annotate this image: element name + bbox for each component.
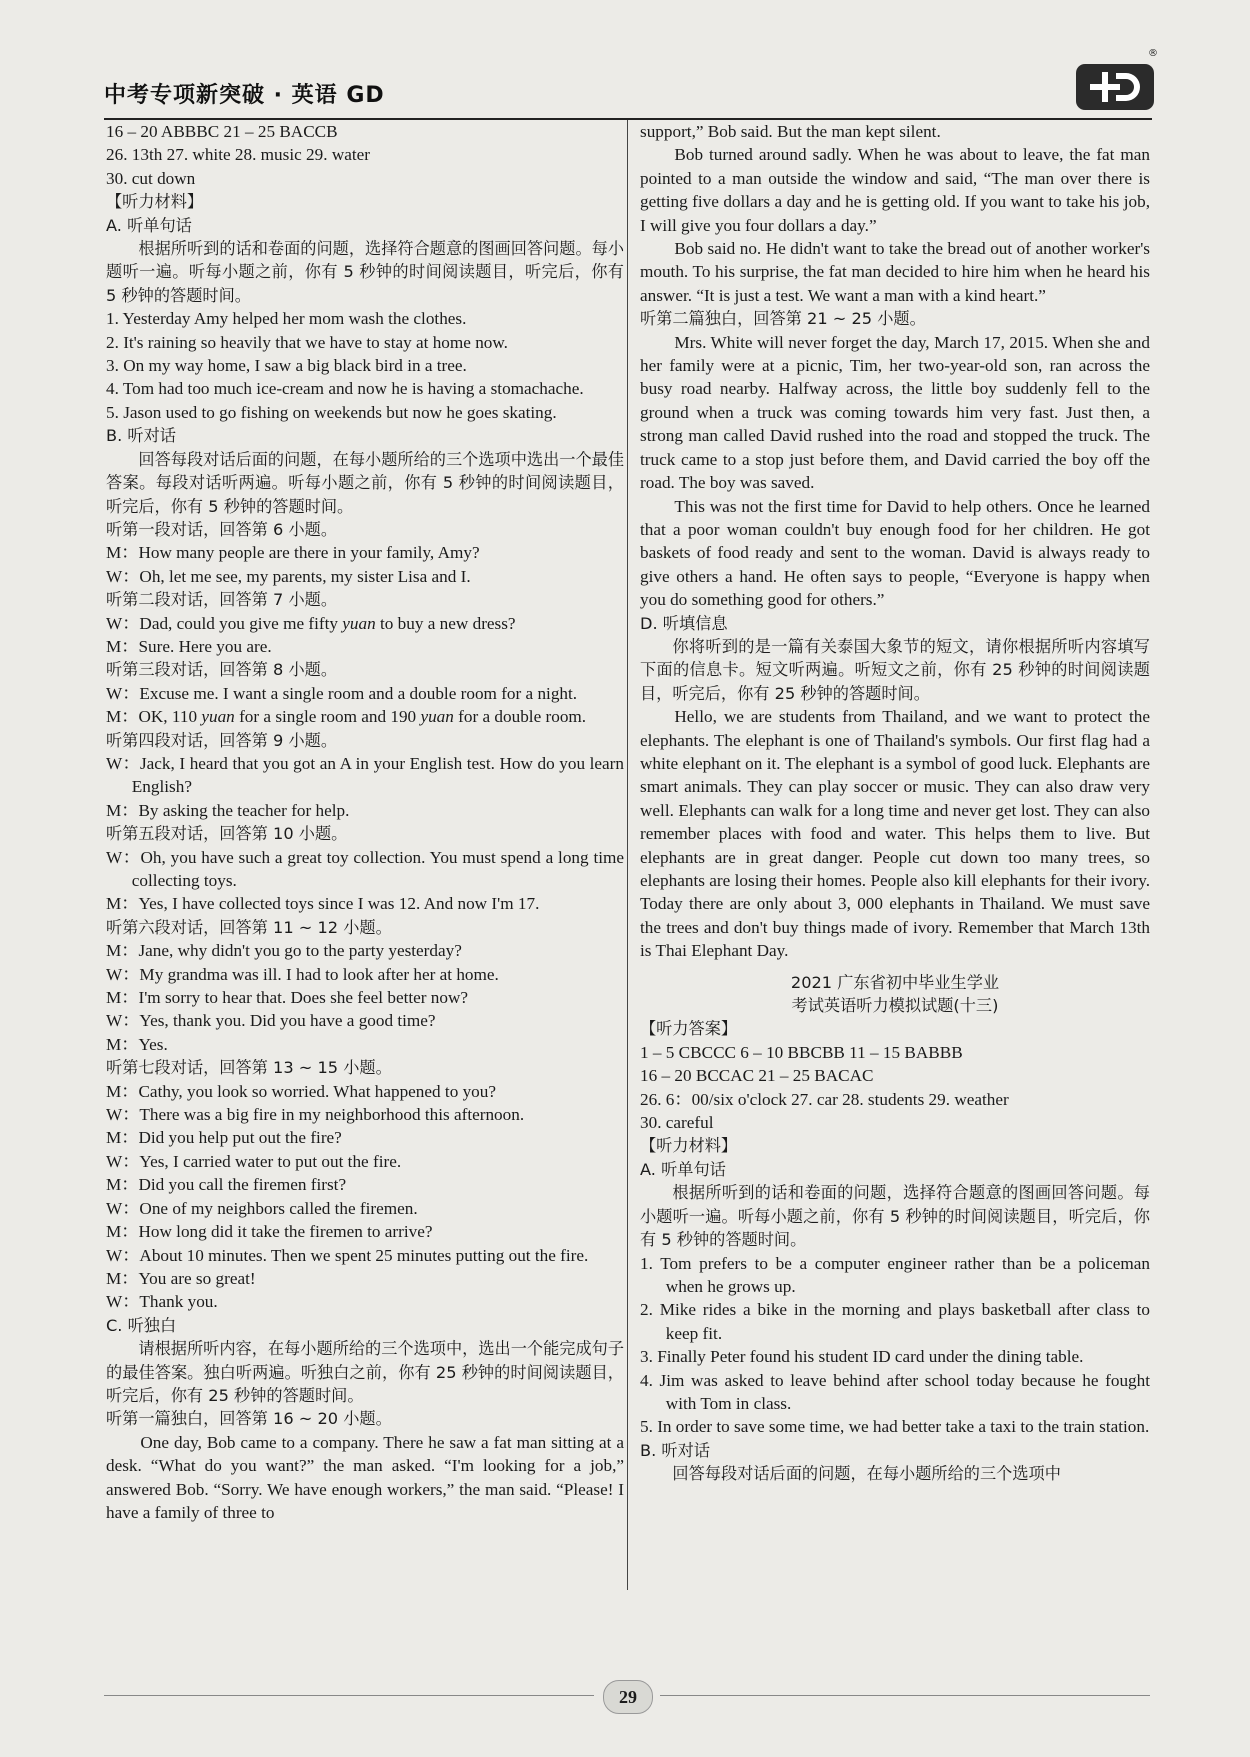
dialogue-line: W：Yes, I carried water to put out the fire. [106, 1151, 402, 1171]
section-heading: B. 听对话 [640, 1440, 710, 1460]
dialogue-line [106, 612, 624, 635]
dialogue-line: W：About 10 minutes. Then we spent 25 minutes putting out the fire. [106, 1245, 589, 1265]
dialogue-text: M：OK, 110 [106, 707, 202, 727]
instruction-text: 请根据所听内容，在每小题所给的三个选项中，选出一个能完成句子的最佳答案。独白听两遍。听独白之前，你有 25 秒钟的时间阅读题目，听完后，你有 25 秒钟的答题时间。 [106, 1339, 625, 1405]
section-heading: 【听力材料】 [640, 1136, 738, 1156]
sentence-item: 3. Finally Peter found his student ID card under the dining table. [640, 1347, 1084, 1367]
dialogue-line: M：You are so great! [106, 1268, 256, 1288]
dialogue-text-italic: yuan [342, 613, 376, 633]
monologue-paragraph: Bob said no. He didn't want to take the bread out of another worker's mouth. To his surprise, the fat man decided to hire him when he heard his answer. “It is just a test. We want a man with a kind heart.” [640, 239, 1150, 305]
dialogue-line: M：Yes. [106, 1034, 168, 1054]
dialogue-line: W：Oh, you have such a great toy collection. You must spend a long time collecting toys. [106, 847, 624, 890]
dialogue-text: for a double room. [453, 707, 587, 727]
sentence-item: 4. Tom had too much ice-cream and now he is having a stomachache. [106, 379, 584, 399]
instruction-text: 根据所听到的话和卷面的问题，选择符合题意的图画回答问题。每小题听一遍。听每小题之前，你有 5 秒钟的时间阅读题目，听完后，你有 5 秒钟的答题时间。 [106, 239, 625, 305]
answer-line: 16 – 20 BCCAC 21 – 25 BACAC [640, 1066, 874, 1086]
dialogue-heading: 听第二段对话，回答第 7 小题。 [106, 590, 338, 610]
sentence-item: 5. In order to save some time, we had better take a taxi to the train station. [640, 1417, 1150, 1437]
sentence-item: 2. Mike rides a bike in the morning and plays basketball after class to keep fit. [640, 1300, 1150, 1343]
dialogue-line: W：Thank you. [106, 1292, 218, 1312]
dialogue-line: M：Did you call the firemen first? [106, 1175, 347, 1195]
instruction-text: 根据所听到的话和卷面的问题，选择符合题意的图画回答问题。每小题听一遍。听每小题之前，你有 5 秒钟的时间阅读题目，听完后，你有 5 秒钟的答题时间。 [640, 1183, 1150, 1250]
answer-line: 30. cut down [106, 168, 196, 188]
dialogue-line: M：Yes, I have collected toys since I was 12. And now I'm 17. [106, 894, 540, 914]
dialogue-line: W：My grandma was ill. I had to look after her at home. [106, 964, 499, 984]
instruction-text: 回答每段对话后面的问题，在每小题所给的三个选项中选出一个最佳答案。每段对话听两遍。听每小题之前，你有 5 秒钟的时间阅读题目，听完后，你有 5 秒钟的答题时间。 [106, 449, 625, 516]
section-heading: 【听力答案】 [640, 1019, 738, 1039]
publisher-logo [1076, 48, 1158, 110]
dialogue-line: M：How long did it take the firemen to arrive? [106, 1222, 433, 1242]
dialogue-heading: 听第六段对话，回答第 11 ~ 12 小题。 [106, 917, 392, 937]
book-title: 中考专项新突破 · 英语 GD [104, 83, 385, 108]
answer-line: 1 – 5 CBCCC 6 – 10 BBCBB 11 – 15 BABBB [640, 1042, 963, 1062]
monologue-paragraph: support,” Bob said. But the man kept silent. [640, 122, 941, 141]
passage-paragraph: Hello, we are students from Thailand, and we want to protect the elephants. The elephant is one of Thailand's symbols. Our first flag had a white elephant on it. The elephant is a symbol of good luck. Elephants are smart animals. They can play soccer or music. They can also draw very well. Elephants can walk for a long time and never get lost. They can also remember places with food and water. This helps them to live. But elephants are in great danger. People cut down too many trees, so elephants are losing their homes. People also kill elephants for their ivory. Today there are only about 3, 000 elephants in Thailand. We must save the trees and don't buy things made of ivory. Remember that March 13th is Thai Elephant Day. [640, 707, 1150, 961]
answer-line: 26. 6：00/six o'clock 27. car 28. students 29. weather [640, 1089, 1009, 1109]
page-header [104, 48, 1164, 122]
answer-line: 26. 13th 27. white 28. music 29. water [106, 145, 370, 165]
instruction-text: 你将听到的是一篇有关泰国大象节的短文，请你根据所听内容填写下面的信息卡。短文听两遍。听短文之前，你有 25 秒钟的时间阅读题目，听完后，你有 25 秒钟的答题时间。 [640, 636, 1150, 703]
section-heading: A. 听单句话 [640, 1159, 726, 1179]
dialogue-line: W：Oh, let me see, my parents, my sister Lisa and I. [106, 566, 471, 586]
instruction-text: 回答每段对话后面的问题，在每小题所给的三个选项中 [672, 1464, 1061, 1484]
footer-rule-right [660, 1695, 1150, 1696]
monologue-paragraph: Bob turned around sadly. When he was about to leave, the fat man pointed to a man outside the window and said, “The man over there is getting five dollars a day and he is getting old. If you want to take his job, I will give you four dollars a day.” [640, 145, 1150, 235]
answer-line: 16 – 20 ABBBC 21 – 25 BACCB [106, 122, 338, 141]
monologue-heading: 听第二篇独白，回答第 21 ~ 25 小题。 [640, 309, 926, 329]
dialogue-line: M：Did you help put out the fire? [106, 1128, 342, 1148]
monologue-paragraph: One day, Bob came to a company. There he saw a fat man sitting at a desk. “What do you want?” the man asked. “I'm looking for a job,” answered Bob. “Sorry. We have enough workers,” the man said. “Please! I have a family of three to [106, 1432, 624, 1522]
dialogue-line: M：Sure. Here you are. [106, 636, 272, 656]
dialogue-text: to buy a new dress? [375, 613, 516, 633]
section-heading: D. 听填信息 [640, 613, 728, 633]
dialogue-text-italic: yuan [420, 707, 454, 727]
dialogue-line: W：Excuse me. I want a single room and a double room for a night. [106, 683, 578, 703]
dialogue-line: W：Yes, thank you. Did you have a good time? [106, 1011, 436, 1031]
page-number: 29 [603, 1680, 653, 1714]
monologue-paragraph: Mrs. White will never forget the day, March 17, 2015. When she and her family were at a picnic, Tim, her two-year-old son, ran across the busy road nearby. Halfway across, the little boy suddenly fell to the ground when a truck was coming towards him very fast. Just then, a strong man called David rushed into the road and stopped the truck. The truck came to a stop just before them, and David carried the boy off the road. The boy was saved. [640, 332, 1150, 493]
section-heading: 【听力材料】 [106, 192, 204, 212]
monologue-heading: 听第一篇独白，回答第 16 ~ 20 小题。 [106, 1409, 392, 1429]
exam-title: 考试英语听力模拟试题(十三) [791, 996, 999, 1016]
section-heading: B. 听对话 [106, 426, 176, 446]
dialogue-text: for a single room and 190 [234, 707, 421, 727]
dialogue-line: W：Jack, I heard that you got an A in your English test. How do you learn English? [106, 753, 624, 797]
dialogue-line: M：I'm sorry to hear that. Does she feel better now? [106, 988, 469, 1008]
sentence-item: 4. Jim was asked to leave behind after school today because he fought with Tom in class. [640, 1370, 1150, 1413]
sentence-item: 1. Tom prefers to be a computer engineer rather than be a policeman when he grows up. [640, 1253, 1150, 1296]
dialogue-line: W：One of my neighbors called the firemen. [106, 1198, 418, 1218]
dialogue-line: W：There was a big fire in my neighborhood this afternoon. [106, 1105, 525, 1125]
dialogue-text-italic: yuan [201, 707, 235, 727]
footer-rule-left [104, 1695, 594, 1696]
sentence-item: 3. On my way home, I saw a big black bird in a tree. [106, 356, 467, 376]
registered-mark: ® [1148, 48, 1158, 59]
logo-mark-icon [1076, 64, 1154, 110]
sentence-item: 2. It's raining so heavily that we have to stay at home now. [106, 332, 508, 352]
dialogue-line: M：Jane, why didn't you go to the party yesterday? [106, 941, 462, 961]
exam-title: 2021 广东省初中毕业生学业 [790, 972, 1000, 992]
section-heading: A. 听单句话 [106, 215, 192, 235]
dialogue-line [106, 705, 624, 728]
sentence-item: 1. Yesterday Amy helped her mom wash the clothes. [106, 309, 467, 329]
dialogue-text: W：Dad, could you give me fifty [106, 613, 343, 633]
dialogue-heading: 听第一段对话，回答第 6 小题。 [106, 519, 338, 539]
right-column [640, 120, 1150, 1486]
dialogue-line: M：Cathy, you look so worried. What happened to you? [106, 1081, 496, 1101]
section-heading: C. 听独白 [106, 1315, 177, 1335]
dialogue-line: M：By asking the teacher for help. [106, 800, 350, 820]
monologue-paragraph: This was not the first time for David to help others. Once he learned that a poor woman couldn't buy enough food for her children. He got baskets of food ready and sent to the woman. David is always ready to give others a hand. He often says to people, “Everyone is happy when you do something good for others.” [640, 496, 1150, 610]
sentence-item: 5. Jason used to go fishing on weekends but now he goes skating. [106, 402, 557, 422]
answer-line: 30. careful [640, 1113, 714, 1133]
dialogue-heading: 听第七段对话，回答第 13 ~ 15 小题。 [106, 1058, 392, 1078]
dialogue-heading: 听第三段对话，回答第 8 小题。 [106, 660, 338, 680]
dialogue-line: M：How many people are there in your family, Amy? [106, 543, 480, 563]
column-divider [627, 120, 628, 1590]
dialogue-heading: 听第五段对话，回答第 10 小题。 [106, 824, 348, 844]
left-column [106, 120, 624, 1524]
dialogue-heading: 听第四段对话，回答第 9 小题。 [106, 730, 338, 750]
